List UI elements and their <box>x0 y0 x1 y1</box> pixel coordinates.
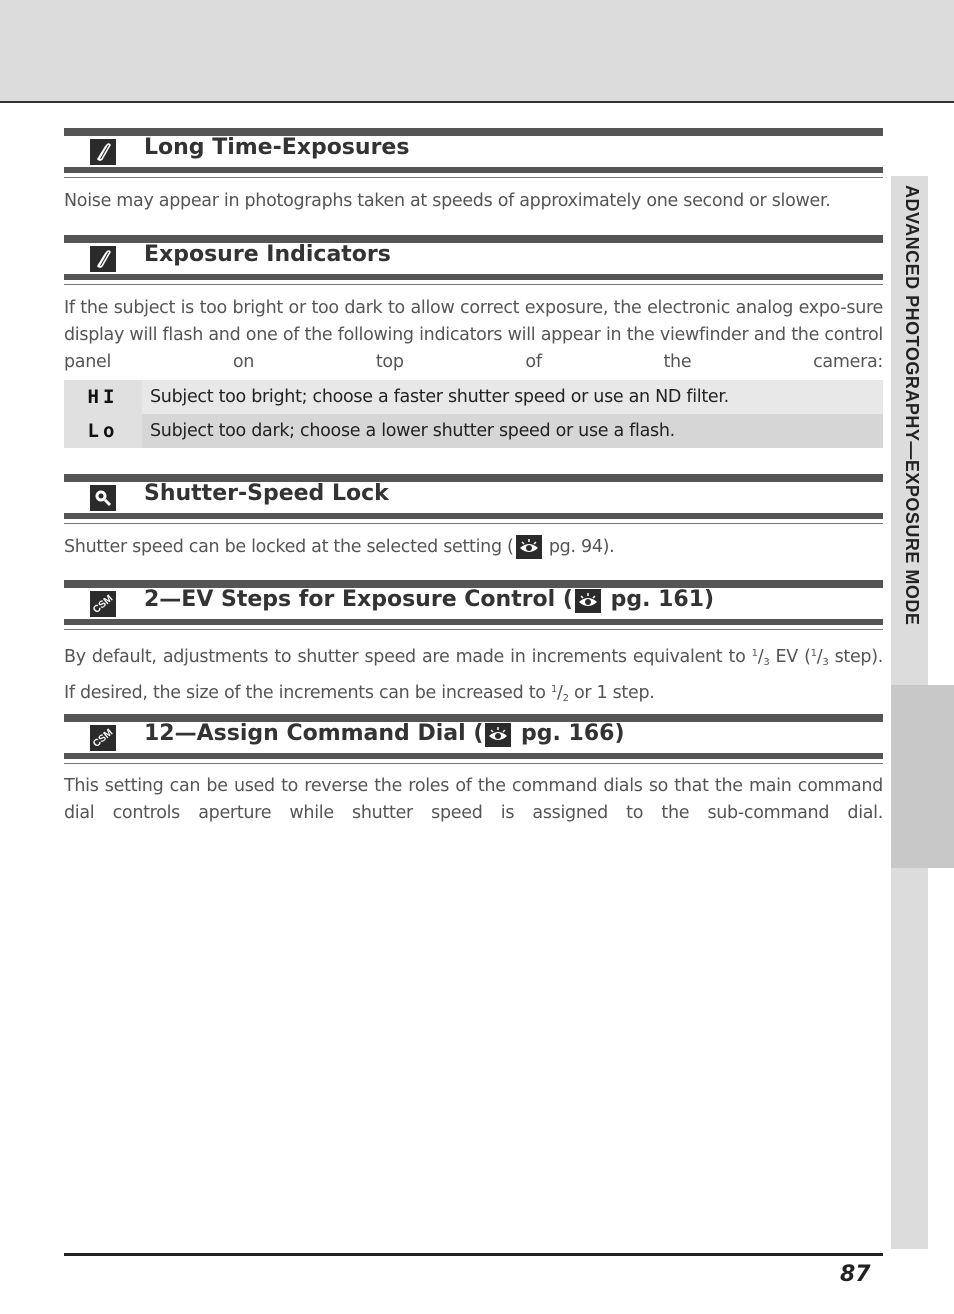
title-part: 12—Assign Command Dial ( <box>144 721 484 746</box>
title-part: pg. 166) <box>513 721 625 746</box>
indicator-table <box>64 380 883 448</box>
header-rule-bottom <box>64 167 883 173</box>
header-rule-bottom <box>64 619 883 625</box>
side-tab-label: ADVANCED PHOTOGRAPHY—EXPOSURE MODE <box>902 185 922 626</box>
csm-icon-label: CSM <box>90 726 116 750</box>
header-rule-bottom <box>64 753 883 759</box>
indicator-description: Subject too dark; choose a lower shutter speed or use a flash. <box>150 421 675 441</box>
title-part: 2—EV Steps for Exposure Control ( <box>144 587 573 612</box>
section-title <box>144 719 625 749</box>
eye-reference-icon <box>516 535 542 559</box>
page-number: 87 <box>840 1262 871 1287</box>
page-top-band <box>0 0 954 103</box>
eye-reference-icon <box>485 723 511 747</box>
body-text-part: EV ( <box>769 647 811 667</box>
fraction-numerator: 1 <box>810 648 817 659</box>
title-part: pg. 161) <box>602 587 715 612</box>
fraction-denominator: 3 <box>763 657 770 668</box>
fraction-denominator: 3 <box>822 657 829 668</box>
indicator-row <box>64 414 883 448</box>
pencil-note-icon <box>90 246 116 272</box>
body-text-part: By default, adjustments to shutter speed are made in increments equivalent to <box>64 647 752 667</box>
header-rule-thin <box>64 523 883 524</box>
header-rule-thin <box>64 284 883 285</box>
section-title: Long Time-Exposures <box>144 135 410 160</box>
body-text-part: step). <box>828 647 884 667</box>
section-header-shutter-speed-lock <box>64 474 883 521</box>
header-rule-thin <box>64 177 883 178</box>
section-body-exposure-indicators: If the subject is too bright or too dark to allow correct exposure, the electronic analog expo-sure display will flash and one of the following indicators will appear in the viewfinder and the control panel on top of the camera: <box>64 298 883 372</box>
section-header-long-time-exposures <box>64 128 883 175</box>
header-rule-thin <box>64 763 883 764</box>
section-header-ev-steps <box>64 580 883 627</box>
footer-rule <box>64 1253 883 1256</box>
header-rule-bottom <box>64 274 883 280</box>
body-line: If desired, the size of the increments can be increased to $^1/_2$ or 1 step. <box>64 683 655 704</box>
fraction-denominator: 2 <box>562 693 569 704</box>
csm-icon <box>90 725 116 751</box>
pencil-note-icon <box>90 139 116 165</box>
indicator-code: Lo <box>64 414 142 448</box>
indicator-description: Subject too bright; choose a faster shutter speed or use an ND filter. <box>150 387 729 407</box>
body-text-part: If desired, the size of the increments can be increased to <box>64 683 551 703</box>
header-rule-thin <box>64 629 883 630</box>
section-body-ev-steps <box>64 640 883 712</box>
fraction-numerator: 1 <box>751 648 758 659</box>
csm-icon-label: CSM <box>90 592 116 616</box>
section-body-assign-command-dial: This setting can be used to reverse the roles of the command dials so that the main command dial controls aperture while shutter speed is assigned to the sub-command dial. <box>64 776 883 823</box>
body-text-part: or 1 step. <box>568 683 655 703</box>
fraction-numerator: 1 <box>550 684 558 695</box>
body-text-part: Shutter speed can be locked at the selected setting ( <box>64 537 514 557</box>
indicator-row <box>64 380 883 414</box>
section-body-shutter-speed-lock <box>64 534 883 561</box>
body-text-part: pg. 94). <box>543 537 615 557</box>
section-title: Shutter-Speed Lock <box>144 481 389 506</box>
section-title <box>144 585 714 615</box>
section-body-long-time-exposures: Noise may appear in photographs taken at speeds of approximately one second or slower. <box>64 191 831 211</box>
body-line: By default, adjustments to shutter speed are made in increments equivalent to $^1/_3$ EV ($^1/_3$ step). <box>64 647 884 668</box>
section-title: Exposure Indicators <box>144 242 391 267</box>
header-rule-bottom <box>64 513 883 519</box>
magnifier-tip-icon <box>90 485 116 511</box>
indicator-code: HI <box>64 380 142 414</box>
csm-icon <box>90 591 116 617</box>
eye-reference-icon <box>575 589 601 613</box>
section-header-exposure-indicators <box>64 235 883 282</box>
section-header-assign-command-dial <box>64 714 883 761</box>
